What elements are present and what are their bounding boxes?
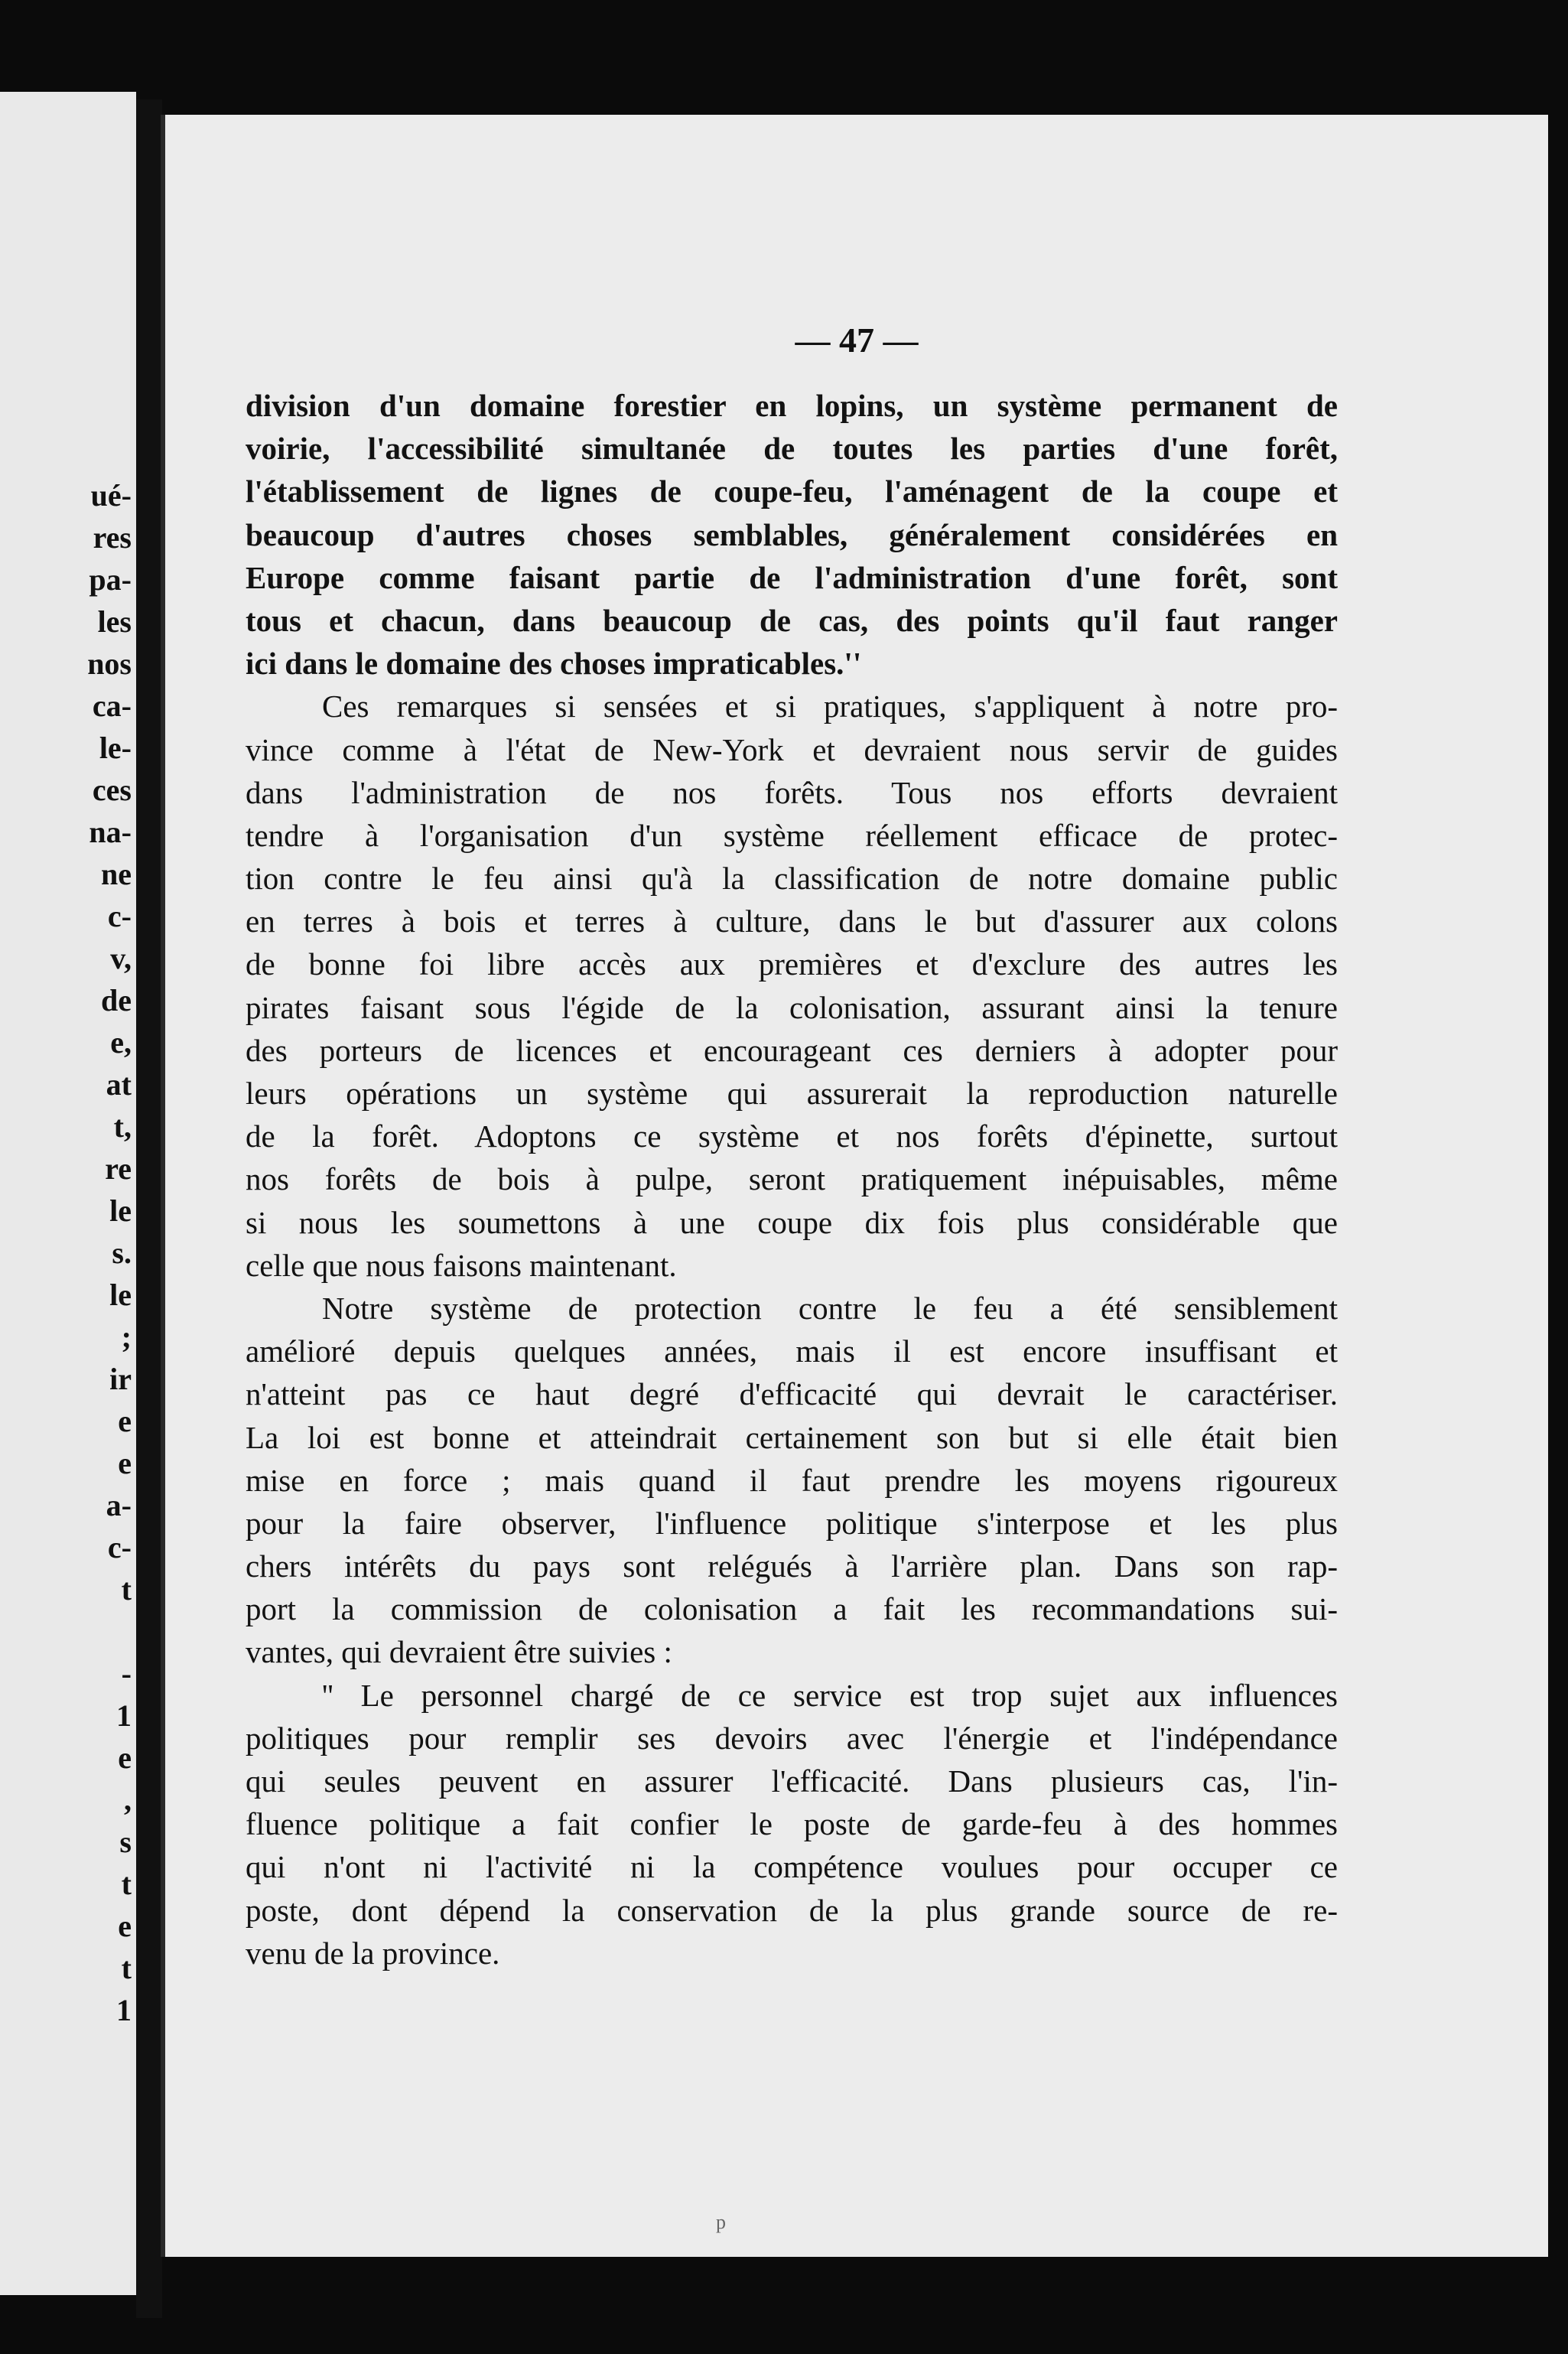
left-page-fragment (0, 1610, 132, 1652)
text-line: Ces remarques si sensées et si pratiques, s'appliquent à notre pro- (322, 689, 1338, 724)
text-line: division d'un domaine forestier en lopins, un système permanent de (246, 388, 1338, 423)
left-page-text-fragments (0, 474, 136, 2031)
text-line: Europe comme faisant partie de l'administration d'une forêt, sont (246, 559, 1338, 595)
text-line: qui n'ont ni l'activité ni la compétence voulues pour occuper ce (246, 1849, 1338, 1885)
left-page-fragment: le (109, 1193, 132, 1228)
text-line: amélioré depuis quelques années, mais il est encore insuffisant et (246, 1333, 1338, 1369)
body-text (246, 384, 1338, 1975)
text-line: politiques pour remplir ses devoirs avec l'énergie et l'indépendance (246, 1720, 1338, 1756)
left-page-fragment: t (121, 1572, 132, 1607)
left-page-fragment: t (121, 1867, 132, 1901)
left-page-fragment: re (105, 1151, 132, 1186)
text-line: poste, dont dépend la conservation de la plus grande source de re- (246, 1892, 1338, 1928)
left-page-fragment: pa- (89, 562, 132, 597)
left-page-fragment: v, (110, 941, 132, 975)
text-line: voirie, l'accessibilité simultanée de toutes les parties d'une forêt, (246, 431, 1338, 467)
left-page-fragment: t, (113, 1109, 132, 1144)
text-line: leurs opérations un système qui assurerait la reproduction naturelle (246, 1076, 1338, 1111)
left-page-fragment: ir (109, 1362, 132, 1396)
book-gutter (136, 99, 162, 2318)
text-line: vantes, qui devraient être suivies : (246, 1634, 672, 1670)
left-facing-page (0, 92, 136, 2295)
text-line: dans l'administration de nos forêts. Tous nos efforts devraient (246, 774, 1338, 810)
left-page-fragment: c- (107, 1530, 132, 1564)
left-page-fragment: ca- (92, 689, 132, 723)
text-line: de la forêt. Adoptons ce système et nos forêts d'épinette, surtout (246, 1118, 1338, 1154)
paragraph (246, 1287, 1338, 1674)
text-line: chers intérêts du pays sont relégués à l'arrière plan. Dans son rap- (246, 1548, 1338, 1584)
left-page-fragment: e, (110, 1025, 132, 1060)
left-page-fragment: s. (112, 1236, 132, 1270)
left-page-fragment: e (118, 1740, 132, 1775)
text-line: port la commission de colonisation a fait les recommandations sui- (246, 1591, 1338, 1627)
text-line: nos forêts de bois à pulpe, seront pratiquement inépuisables, même (246, 1161, 1338, 1197)
text-line: '' Le personnel chargé de ce service est trop sujet aux influences (322, 1677, 1338, 1713)
left-page-fragment: 1 (116, 1993, 132, 2027)
left-page-fragment: ; (121, 1320, 132, 1354)
text-line: Notre système de protection contre le feu a été sensiblement (322, 1290, 1338, 1326)
text-line: ici dans le domaine des choses impraticables.'' (246, 646, 862, 682)
left-page-fragment: e (118, 1404, 132, 1438)
left-page-fragment: t (121, 1951, 132, 1985)
left-page-fragment: at (106, 1067, 132, 1102)
text-line: fluence politique a fait confier le poste de garde-feu à des hommes (246, 1806, 1338, 1842)
text-line: pirates faisant sous l'égide de la colonisation, assurant ainsi la tenure (246, 989, 1338, 1025)
text-line: mise en force ; mais quand il faut prendre les moyens rigoureux (246, 1462, 1338, 1498)
paragraph (246, 384, 1338, 685)
left-page-fragment: les (97, 604, 132, 639)
left-page-fragment: ué- (90, 478, 132, 513)
left-page-fragment: e (118, 1446, 132, 1480)
text-line: en terres à bois et terres à culture, dans le but d'assurer aux colons (246, 904, 1338, 939)
text-line: des porteurs de licences et encourageant ces derniers à adopter pour (246, 1032, 1338, 1068)
left-page-fragment: le- (99, 731, 132, 765)
left-page-fragment: le (109, 1278, 132, 1312)
text-line: qui seules peuvent en assurer l'efficacité. Dans plusieurs cas, l'in- (246, 1763, 1338, 1799)
text-line: beaucoup d'autres choses semblables, généralement considérées en (246, 516, 1338, 552)
page-number: — 47 — (795, 321, 919, 360)
left-page-fragment: ne (101, 857, 132, 891)
left-page-fragment: a- (106, 1488, 132, 1522)
text-line: n'atteint pas ce haut degré d'efficacité qui devrait le caractériser. (246, 1376, 1338, 1412)
right-page (161, 115, 1548, 2257)
paragraph (246, 1674, 1338, 1975)
text-line: l'établissement de lignes de coupe-feu, l'aménagent de la coupe et (246, 474, 1338, 510)
left-page-fragment: , (124, 1783, 132, 1817)
left-page-fragment: nos (87, 646, 132, 681)
left-page-fragment: res (93, 520, 132, 555)
text-line: tion contre le feu ainsi qu'à la classification de notre domaine public (246, 861, 1338, 897)
paragraph (246, 685, 1338, 1287)
text-line: La loi est bonne et atteindrait certainement son but si elle était bien (246, 1419, 1338, 1455)
text-line: vince comme à l'état de New-York et devraient nous servir de guides (246, 731, 1338, 767)
left-page-fragment: e (118, 1909, 132, 1943)
text-line: de bonne foi libre accès aux premières et d'exclure des autres les (246, 946, 1338, 982)
text-line: tendre à l'organisation d'un système réellement efficace de protec- (246, 817, 1338, 853)
left-page-fragment: - (121, 1656, 132, 1691)
bottom-mark: p (716, 2211, 726, 2233)
left-page-fragment: s (119, 1825, 132, 1859)
left-page-fragment: na- (89, 815, 132, 849)
text-line: tous et chacun, dans beaucoup de cas, des points qu'il faut ranger (246, 602, 1338, 638)
text-line: celle que nous faisons maintenant. (246, 1247, 677, 1283)
left-page-fragment: de (101, 983, 132, 1017)
left-page-fragment: 1 (116, 1698, 132, 1733)
left-page-fragment: c- (107, 899, 132, 933)
text-line: venu de la province. (246, 1935, 500, 1971)
left-page-fragment: ces (92, 773, 132, 807)
text-line: si nous les soumettons à une coupe dix fois plus considérable que (246, 1204, 1338, 1240)
text-line: pour la faire observer, l'influence politique s'interpose et les plus (246, 1505, 1338, 1541)
